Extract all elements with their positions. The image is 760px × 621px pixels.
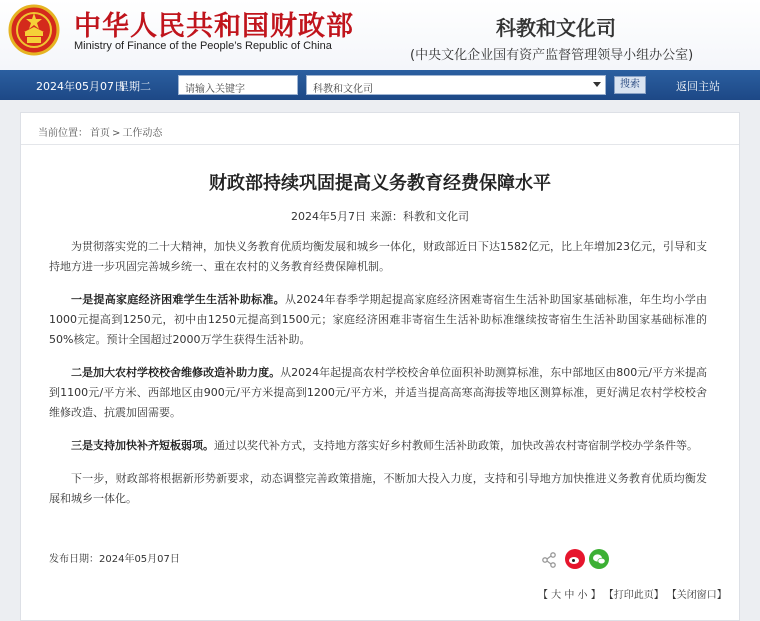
current-weekday: 星期二 (118, 80, 151, 93)
search-scope-value: 科教和文化司 (313, 84, 373, 95)
search-button[interactable]: 搜索 (614, 76, 646, 94)
article-meta (21, 208, 739, 224)
paragraph-3-lead: 二是加大农村学校校舍维修改造补助力度。 (71, 366, 281, 379)
share-icon[interactable] (541, 552, 557, 568)
wechat-icon[interactable] (589, 549, 609, 569)
paragraph-4-lead: 三是支持加快补齐短板弱项。 (71, 439, 214, 452)
article-source: 科教和文化司 (403, 210, 469, 223)
national-emblem-icon (8, 4, 60, 56)
breadcrumb-home[interactable]: 首页 (90, 128, 110, 139)
breadcrumb-separator: > (112, 128, 121, 139)
ministry-name-en[interactable]: Ministry of Finance of the People’s Republic of China (74, 40, 332, 52)
paragraph-4-text: 通过以奖代补方式，支持地方落实好乡村教师生活补助政策，加快改善农村寄宿制学校办学条件等。 (214, 439, 698, 452)
nav-bar (0, 70, 760, 100)
paragraph-4 (49, 436, 707, 456)
font-size-toggle[interactable]: 【 大 中 小 】 (538, 590, 601, 601)
search-scope-select[interactable] (306, 75, 606, 95)
breadcrumb (38, 124, 164, 139)
paragraph-5: 下一步，财政部将根据新形势新要求，动态调整完善政策措施，不断加大投入力度，支持和引导地方加快推进义务教育优质均衡发展和城乡一体化。 (49, 472, 707, 505)
article-panel (20, 112, 740, 621)
publish-date: 发布日期：2024年05月07日 (49, 554, 180, 565)
ministry-name-cn[interactable]: 中华人民共和国财政部 (74, 11, 354, 42)
paragraph-3 (49, 363, 707, 423)
article-date: 2024年5月7日 (291, 210, 366, 223)
article-title: 财政部持续巩固提高义务教育经费保障水平 (209, 173, 551, 194)
department-subtitle: (中央文化企业国有资产监督管理领导小组办公室) (410, 48, 694, 63)
paragraph-2-text: 从2024年春季学期起提高家庭经济困难寄宿生生活补助国家基础标准，年生均小学由1000元提高到1250元，初中由1250元提高到1500元；家庭经济困难非寄宿生生活补助标准继续按寄宿生生活补助国家基础标准的50%核定。预计全国超过2000万学生获得生活补助。 (49, 293, 708, 346)
breadcrumb-prefix: 当前位置： (38, 128, 88, 139)
print-page-link[interactable]: 【打印此页】 (608, 590, 664, 601)
search-input[interactable]: 请输入关键字 (178, 75, 298, 95)
article-body (49, 237, 707, 522)
department-name: 科教和文化司 (496, 16, 616, 40)
weibo-icon[interactable] (565, 549, 585, 569)
paragraph-3-text: 从2024年起提高农村学校校舍单位面积补助测算标准，东中部地区由800元/平方米提高到1100元/平方米、西部地区由900元/平方米提高到1200元/平方米，并适当提高高寒高海拔等地区测算标准，更好满足农村学校校舍维修改造、抗震加固需要。 (49, 366, 707, 419)
paragraph-1: 为贯彻落实党的二十大精神，加快义务教育优质均衡发展和城乡一体化，财政部近日下达1582亿元，比上年增加23亿元，引导和支持地方进一步巩固完善城乡统一、重在农村的义务教育经费保障机制。 (49, 240, 707, 273)
paragraph-2-lead: 一是提高家庭经济困难学生生活补助标准。 (71, 293, 285, 306)
site-header (0, 0, 760, 70)
breadcrumb-section[interactable]: 工作动态 (122, 128, 163, 139)
page-tools (538, 586, 735, 601)
current-date: 2024年05月07日 (36, 80, 125, 93)
chevron-down-icon (593, 82, 601, 87)
divider (21, 144, 739, 145)
paragraph-2 (49, 290, 707, 350)
source-label: 来源： (370, 210, 403, 223)
close-window-link[interactable]: 【关闭窗口】 (671, 590, 727, 601)
return-home-link[interactable]: 返回主站 (676, 80, 720, 93)
